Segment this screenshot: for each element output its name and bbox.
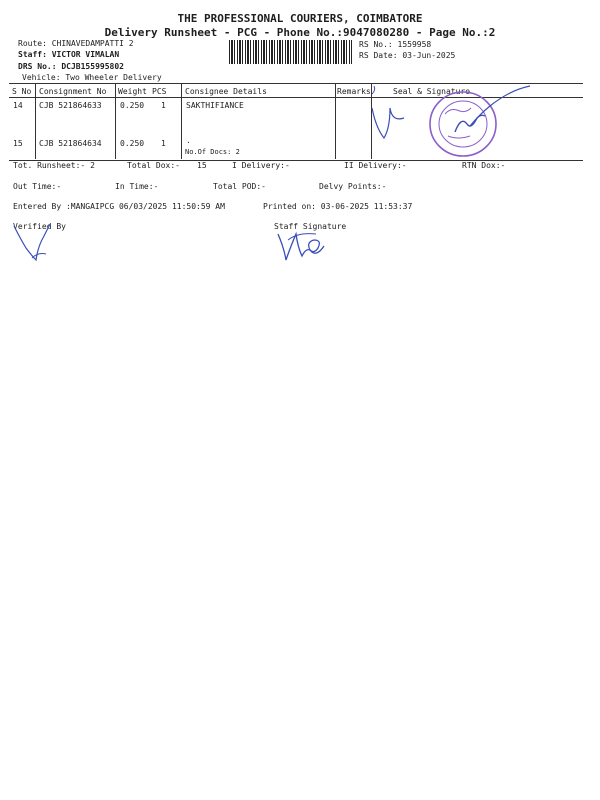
col-weight: Weight xyxy=(118,87,147,96)
delvy-points: Delvy Points:- xyxy=(319,182,387,191)
out-time: Out Time:- xyxy=(13,182,62,191)
company-name: THE PROFESSIONAL COURIERS, COIMBATORE xyxy=(177,12,423,25)
col-remarks: Remarks xyxy=(337,87,371,96)
rs-number: RS No.: 1559958 xyxy=(359,40,432,49)
runsheet-title: Delivery Runsheet - PCG - Phone No.:9047080280 - Page No.:2 xyxy=(104,26,496,39)
ii-delivery: II Delivery:- xyxy=(344,161,407,170)
printed-on: Printed on: 03-06-2025 11:53:37 xyxy=(263,202,413,211)
total-dox-value: 15 xyxy=(197,161,207,170)
total-pod: Total POD:- xyxy=(213,182,266,191)
seal-stamp-icon xyxy=(370,84,535,160)
col-pcs: PCS xyxy=(152,87,167,96)
col-divider xyxy=(35,83,36,159)
col-seal-signature: Seal & Signature xyxy=(393,87,471,96)
i-delivery: I Delivery:- xyxy=(232,161,290,170)
col-divider xyxy=(335,83,336,159)
row-docs: No.Of Docs: 2 xyxy=(185,148,240,156)
col-consignee: Consignee Details xyxy=(185,87,267,96)
row-consignee: . xyxy=(186,136,191,145)
vehicle: Vehicle: Two Wheeler Delivery xyxy=(22,73,162,82)
tot-runsheet: Tot. Runsheet:- 2 xyxy=(13,161,95,170)
verified-by: Verified By xyxy=(13,222,66,231)
row-consignment: CJB 521864633 xyxy=(39,101,102,110)
col-divider xyxy=(181,83,182,159)
rs-date: RS Date: 03-Jun-2025 xyxy=(359,51,456,60)
row-weight: 0.250 xyxy=(120,139,145,148)
entered-by: Entered By :MANGAIPCG 06/03/2025 11:50:59 AM xyxy=(13,202,225,211)
row-sno: 15 xyxy=(13,139,23,148)
route: Route: CHINAVEDAMPATTI 2 xyxy=(18,39,134,48)
row-pcs: 1 xyxy=(161,101,166,110)
staff: Staff: VICTOR VIMALAN xyxy=(18,50,120,59)
total-dox-label: Total Dox:- xyxy=(127,161,180,170)
staff-signature-label: Staff Signature xyxy=(274,222,347,231)
rtn-dox: RTN Dox:- xyxy=(462,161,506,170)
row-consignment: CJB 521864634 xyxy=(39,139,102,148)
in-time: In Time:- xyxy=(115,182,159,191)
col-sno: S No xyxy=(12,87,32,96)
staff-signature-icon xyxy=(276,226,336,266)
barcode xyxy=(229,40,352,64)
row-sno: 14 xyxy=(13,101,23,110)
row-pcs: 1 xyxy=(161,139,166,148)
col-divider xyxy=(115,83,116,159)
col-consignment: Consignment No xyxy=(39,87,107,96)
verified-signature-icon xyxy=(10,222,55,264)
row-weight: 0.250 xyxy=(120,101,145,110)
drs-number: DRS No.: DCJB155995802 xyxy=(18,62,124,71)
row-consignee: SAKTHIFIANCE xyxy=(186,101,244,110)
